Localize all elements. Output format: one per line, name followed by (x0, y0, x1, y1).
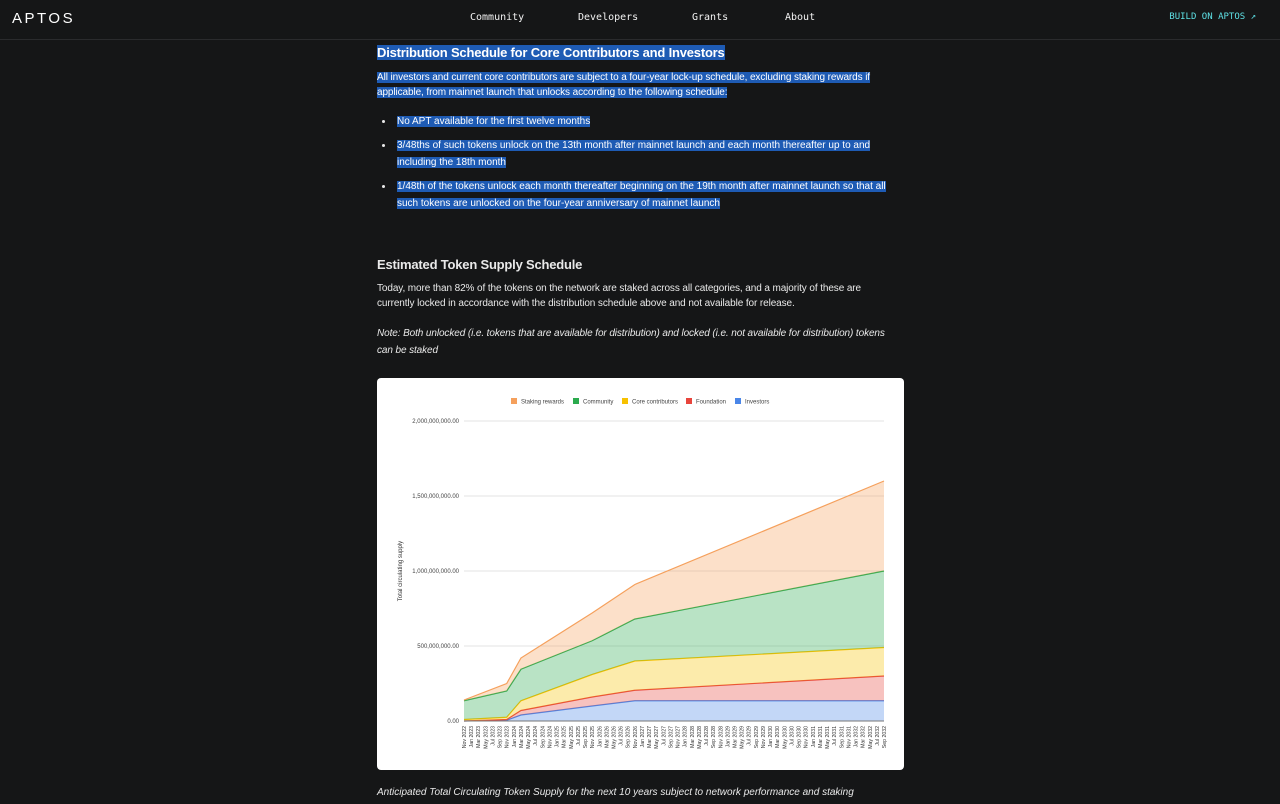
x-tick-label: Sep 2024 (540, 726, 547, 749)
bullet-text: 3/48ths of such tokens unlock on the 13th month after mainnet launch and each month thereafter up to and (397, 140, 871, 151)
x-tick-label: Jul 2029 (746, 726, 753, 746)
build-on-aptos-button[interactable]: BUILD ON APTOS ↗ (1169, 12, 1256, 22)
x-tick-label: Mar 2032 (860, 726, 867, 748)
nav-about-link[interactable]: About (785, 12, 816, 23)
paragraph-line-2: currently locked in accordance with the distribution schedule above and not available for release. (377, 298, 795, 309)
section-heading-supply: Estimated Token Supply Schedule (377, 257, 583, 272)
x-tick-label: Jul 2031 (832, 726, 839, 746)
x-tick-label: Sep 2025 (583, 726, 590, 749)
x-tick-label: May 2027 (654, 726, 661, 749)
x-tick-label: Mar 2026 (604, 726, 611, 748)
x-tick-label: Sep 2029 (753, 726, 760, 749)
legend-label: Foundation (696, 399, 727, 406)
paragraph-line-1: Today, more than 82% of the tokens on the network are staked across all categories, and a majority of these are (377, 283, 861, 294)
x-tick-label: Jan 2031 (810, 726, 817, 748)
staking-note (377, 325, 885, 359)
x-tick-label: Jul 2028 (704, 726, 711, 746)
intro-line-2: applicable, from mainnet launch that unlocks according to the following schedule: (377, 87, 728, 98)
x-tick-label: Sep 2032 (882, 726, 888, 749)
bullet-text: 1/48th of the tokens unlock each month thereafter beginning on the 19th month after mainnet launch so that all (397, 181, 886, 192)
x-tick-label: May 2031 (825, 726, 832, 749)
supply-paragraph (377, 281, 861, 311)
chart-svg (377, 378, 904, 770)
x-tick-label: Nov 2026 (632, 726, 639, 749)
distribution-intro (377, 70, 870, 100)
x-tick-label: Mar 2025 (561, 726, 568, 748)
x-tick-label: Mar 2030 (775, 726, 782, 748)
x-tick-label: Jul 2027 (661, 726, 668, 746)
y-axis-label: Total circulating supply (398, 540, 404, 602)
x-tick-label: Nov 2028 (718, 726, 725, 749)
x-tick-label: Jul 2030 (789, 726, 796, 746)
x-tick-label: Mar 2029 (732, 726, 739, 748)
aptos-logo[interactable]: APTOS (12, 10, 76, 27)
heading-text: Distribution Schedule for Core Contributors and Investors (377, 45, 725, 60)
y-tick-label: 500,000,000.00 (417, 644, 459, 650)
x-tick-label: Mar 2031 (817, 726, 824, 748)
legend-swatch (622, 398, 628, 404)
y-tick-label: 2,000,000,000.00 (412, 419, 459, 425)
x-tick-label: Jul 2026 (618, 726, 625, 746)
intro-line-1: All investors and current core contributors are subject to a four-year lock-up schedule, excluding staking rewards if (377, 72, 870, 83)
legend-label: Staking rewards (521, 399, 565, 406)
x-tick-label: Mar 2027 (647, 726, 654, 748)
legend-label: Community (583, 399, 614, 406)
y-tick-label: 1,500,000,000.00 (412, 494, 459, 500)
legend-label: Investors (745, 399, 770, 406)
x-tick-label: Jul 2024 (533, 726, 540, 746)
x-tick-label: Jul 2025 (575, 726, 582, 746)
x-tick-label: Jan 2023 (469, 726, 476, 748)
note-line-1: Note: Both unlocked (i.e. tokens that are available for distribution) and locked (i.e. not available for distribution) tokens (377, 328, 885, 339)
legend-label: Core contributors (632, 399, 679, 406)
legend-swatch (686, 398, 692, 404)
bullet-text: No APT available for the first twelve months (397, 116, 591, 127)
list-item (377, 137, 886, 171)
x-tick-label: May 2028 (696, 726, 703, 749)
x-tick-label: May 2030 (782, 726, 789, 749)
x-tick-label: Nov 2023 (504, 726, 511, 749)
x-tick-label: Nov 2025 (590, 726, 597, 749)
x-tick-label: May 2026 (611, 726, 618, 749)
legend-swatch (511, 398, 517, 404)
nav-grants-link[interactable]: Grants (692, 12, 729, 23)
x-tick-label: Jan 2029 (725, 726, 732, 748)
note-line-2: can be staked (377, 345, 438, 356)
x-tick-label: May 2029 (739, 726, 746, 749)
x-tick-label: Jan 2025 (554, 726, 561, 748)
x-tick-label: Jul 2032 (874, 726, 881, 746)
x-tick-label: May 2023 (483, 726, 490, 749)
x-tick-label: Jan 2028 (682, 726, 689, 748)
nav-developers-link[interactable]: Developers (578, 12, 639, 23)
x-tick-label: May 2024 (526, 726, 533, 749)
x-tick-label: Sep 2023 (497, 726, 504, 749)
chart-caption: Anticipated Total Circulating Token Supply for the next 10 years subject to network performance and staking (377, 787, 854, 798)
x-tick-label: Sep 2031 (839, 726, 846, 749)
x-tick-label: Sep 2030 (796, 726, 803, 749)
top-navigation-bar (0, 0, 1280, 40)
unlock-schedule-list (377, 113, 886, 212)
list-item (377, 113, 886, 130)
x-tick-label: May 2032 (867, 726, 874, 749)
x-tick-label: Nov 2027 (675, 726, 682, 749)
x-tick-label: Jan 2032 (853, 726, 860, 748)
x-tick-label: Sep 2027 (668, 726, 675, 749)
x-tick-label: Nov 2030 (803, 726, 810, 749)
x-tick-label: Jan 2026 (597, 726, 604, 748)
legend-swatch (735, 398, 741, 404)
x-tick-label: Sep 2028 (711, 726, 718, 749)
y-tick-label: 0.00 (447, 719, 459, 725)
x-tick-label: Mar 2023 (476, 726, 483, 748)
bullet-text: such tokens are unlocked on the four-year anniversary of mainnet launch (397, 198, 720, 209)
list-item (377, 178, 886, 212)
x-tick-label: Mar 2028 (689, 726, 696, 748)
x-tick-label: Nov 2029 (760, 726, 767, 749)
x-tick-label: Jan 2027 (639, 726, 646, 748)
x-tick-label: Mar 2024 (518, 726, 525, 748)
nav-community-link[interactable]: Community (470, 12, 525, 23)
y-tick-label: 1,000,000,000.00 (412, 569, 459, 575)
x-tick-label: Nov 2022 (462, 726, 468, 749)
x-tick-label: Jan 2030 (768, 726, 775, 748)
x-tick-label: Jul 2023 (490, 726, 497, 746)
legend-swatch (573, 398, 579, 404)
x-tick-label: May 2025 (568, 726, 575, 749)
section-heading-distribution (377, 44, 725, 61)
x-tick-label: Jan 2024 (511, 726, 518, 748)
bullet-text: including the 18th month (397, 157, 506, 168)
x-tick-label: Sep 2026 (625, 726, 632, 749)
x-tick-label: Nov 2031 (846, 726, 853, 749)
x-tick-label: Nov 2024 (547, 726, 554, 749)
token-supply-chart (377, 378, 904, 770)
